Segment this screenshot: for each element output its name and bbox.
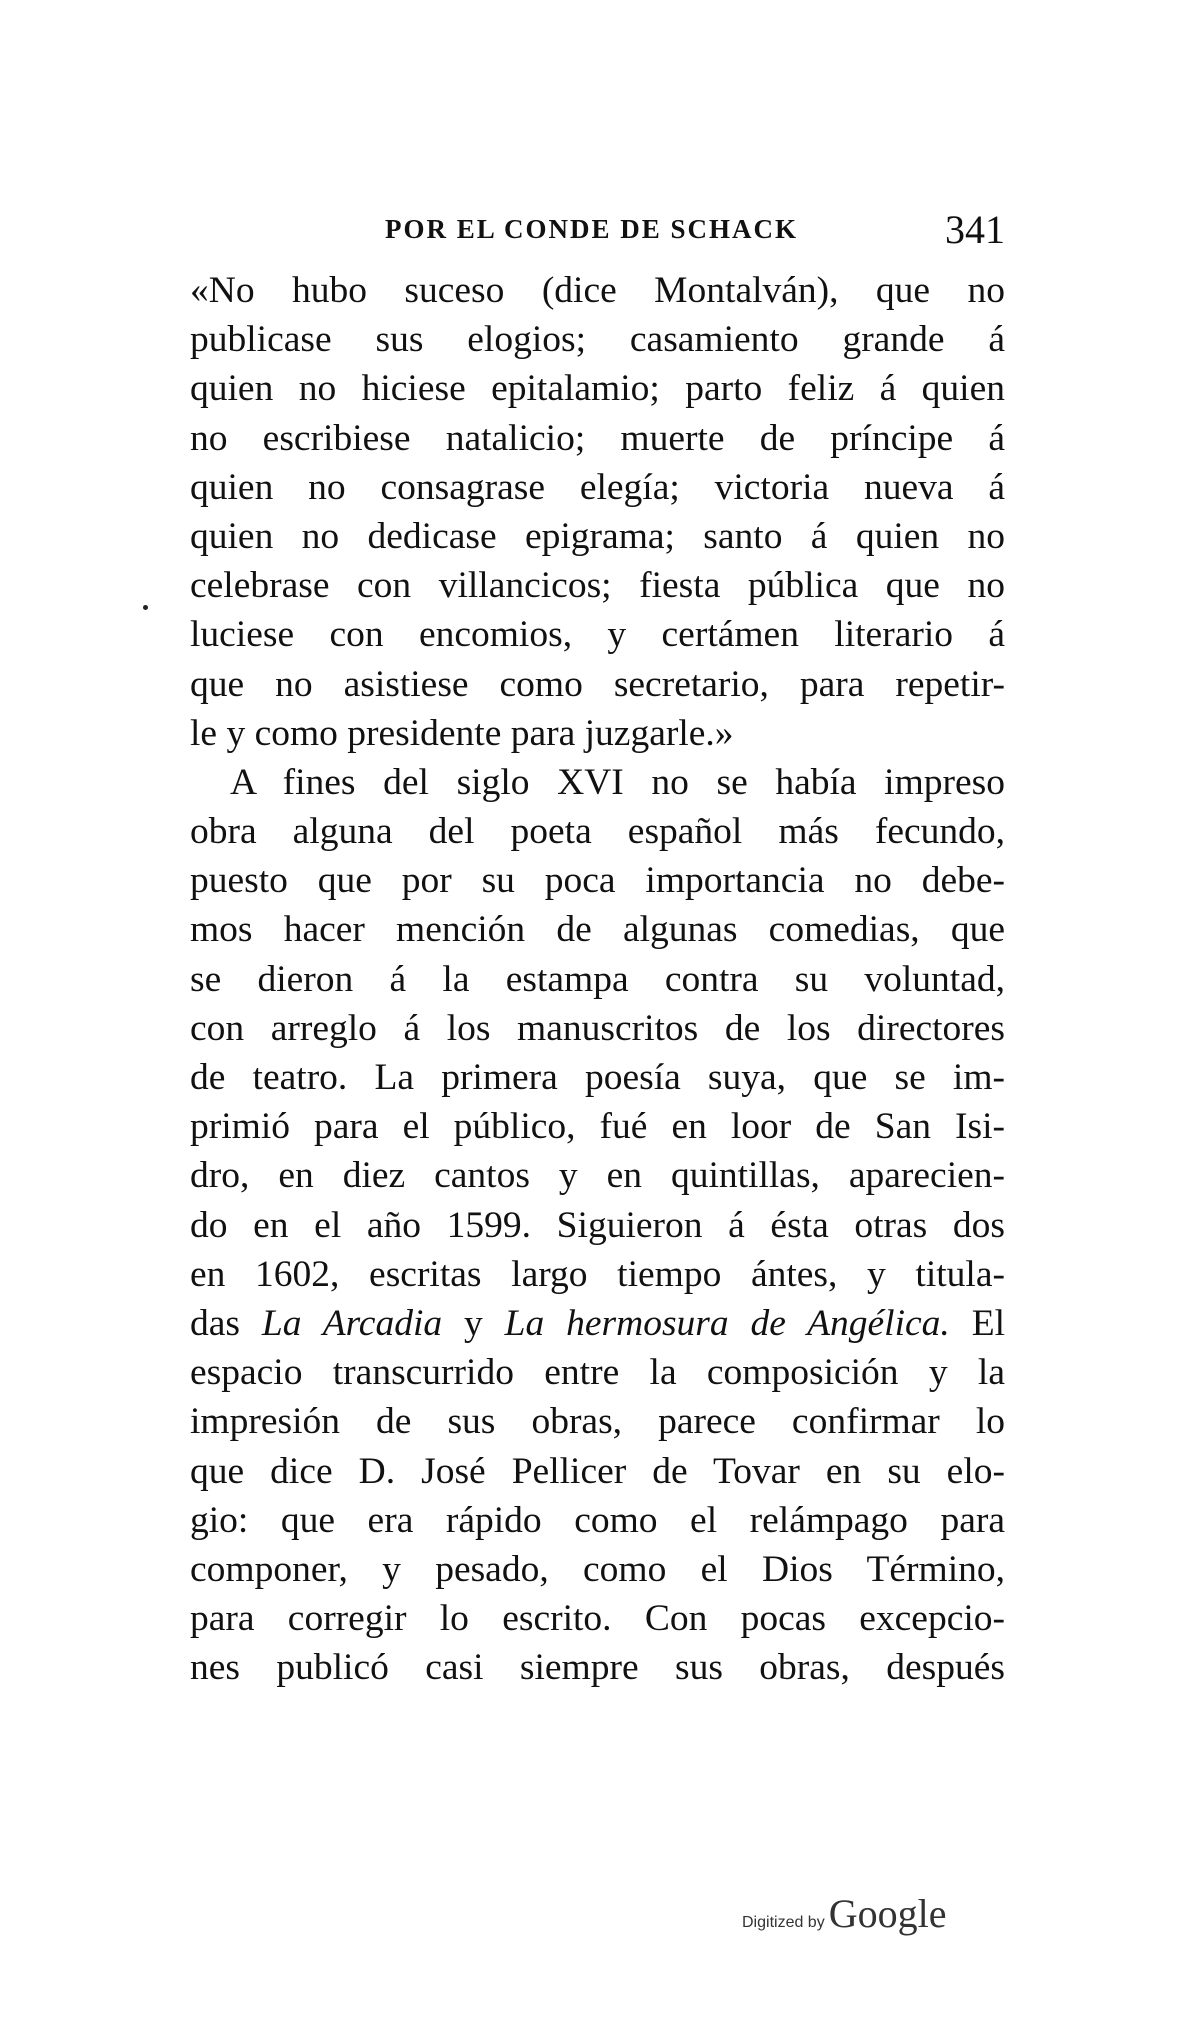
text-line: celebrase con villancicos; fiesta pública que no [190,565,1005,607]
text-line: primió para el público, fué en loor de San Isi- [190,1106,1005,1148]
text-line: que dice D. José Pellicer de Tovar en su elo- [190,1450,1005,1492]
text-line: no escribiese natalicio; muerte de príncipe á [190,417,1005,459]
text-line: gio: que era rápido como el relámpago para [190,1499,1005,1541]
text-line: para corregir lo escrito. Con pocas excepcio- [190,1598,1005,1640]
text-line: quien no hiciese epitalamio; parto feliz á quien [190,368,1005,410]
google-brand: Google [828,1891,947,1936]
text-segment: El [971,1302,1005,1344]
text-line-mixed [190,1299,1005,1348]
text-line: de teatro. La primera poesía suya, que se im- [190,1057,1005,1098]
book-title-arcadia: La Arcadia [261,1302,443,1344]
text-line: en 1602, escritas largo tiempo ántes, y titula- [190,1253,1005,1295]
text-line: obra alguna del poeta español más fecundo, [190,811,1005,853]
text-line: espacio transcurrido entre la composición y la [190,1352,1005,1394]
text-line: «No hubo suceso (dice Montalván), que no [190,270,1005,311]
text-line: se dieron á la estampa contra su voluntad, [190,958,1005,1000]
text-line: quien no dedicase epigrama; santo á quien no [190,515,1005,557]
text-line: con arreglo á los manuscritos de los directores [190,1007,1005,1049]
text-line: dro, en diez cantos y en quintillas, aparecien- [190,1155,1005,1197]
text-line: do en el año 1599. Siguieron á ésta otras dos [190,1204,1005,1246]
digitized-watermark [742,1890,946,1937]
margin-dot [143,605,148,610]
text-line: quien no consagrase elegía; victoria nueva á [190,466,1005,508]
text-line: componer, y pesado, como el Dios Término, [190,1548,1005,1590]
text-line: A fines del siglo XVI no se había impreso [230,761,1005,803]
text-segment: y [464,1302,483,1344]
text-line: publicase sus elogios; casamiento grande á [190,319,1005,361]
book-title-angelica: La hermosura de Angélica. [504,1302,950,1344]
text-line: le y como presidente para juzgarle.» [190,712,734,754]
page-number: 341 [945,207,1005,252]
digitized-label: Digitized by [742,1914,825,1931]
body-text [190,266,1005,1692]
running-title: POR EL CONDE DE SCHACK [385,214,799,244]
text-segment: das [190,1302,240,1344]
text-line: mos hacer mención de algunas comedias, que [190,909,1005,951]
text-line: luciese con encomios, y certámen literario á [190,614,1005,656]
running-head [190,206,1005,256]
text-line: puesto que por su poca importancia no debe- [190,860,1005,902]
text-line: impresión de sus obras, parece confirmar lo [190,1401,1005,1443]
text-line: que no asistiese como secretario, para repetir- [190,663,1005,705]
text-line: nes publicó casi siempre sus obras, después [190,1647,1005,1689]
